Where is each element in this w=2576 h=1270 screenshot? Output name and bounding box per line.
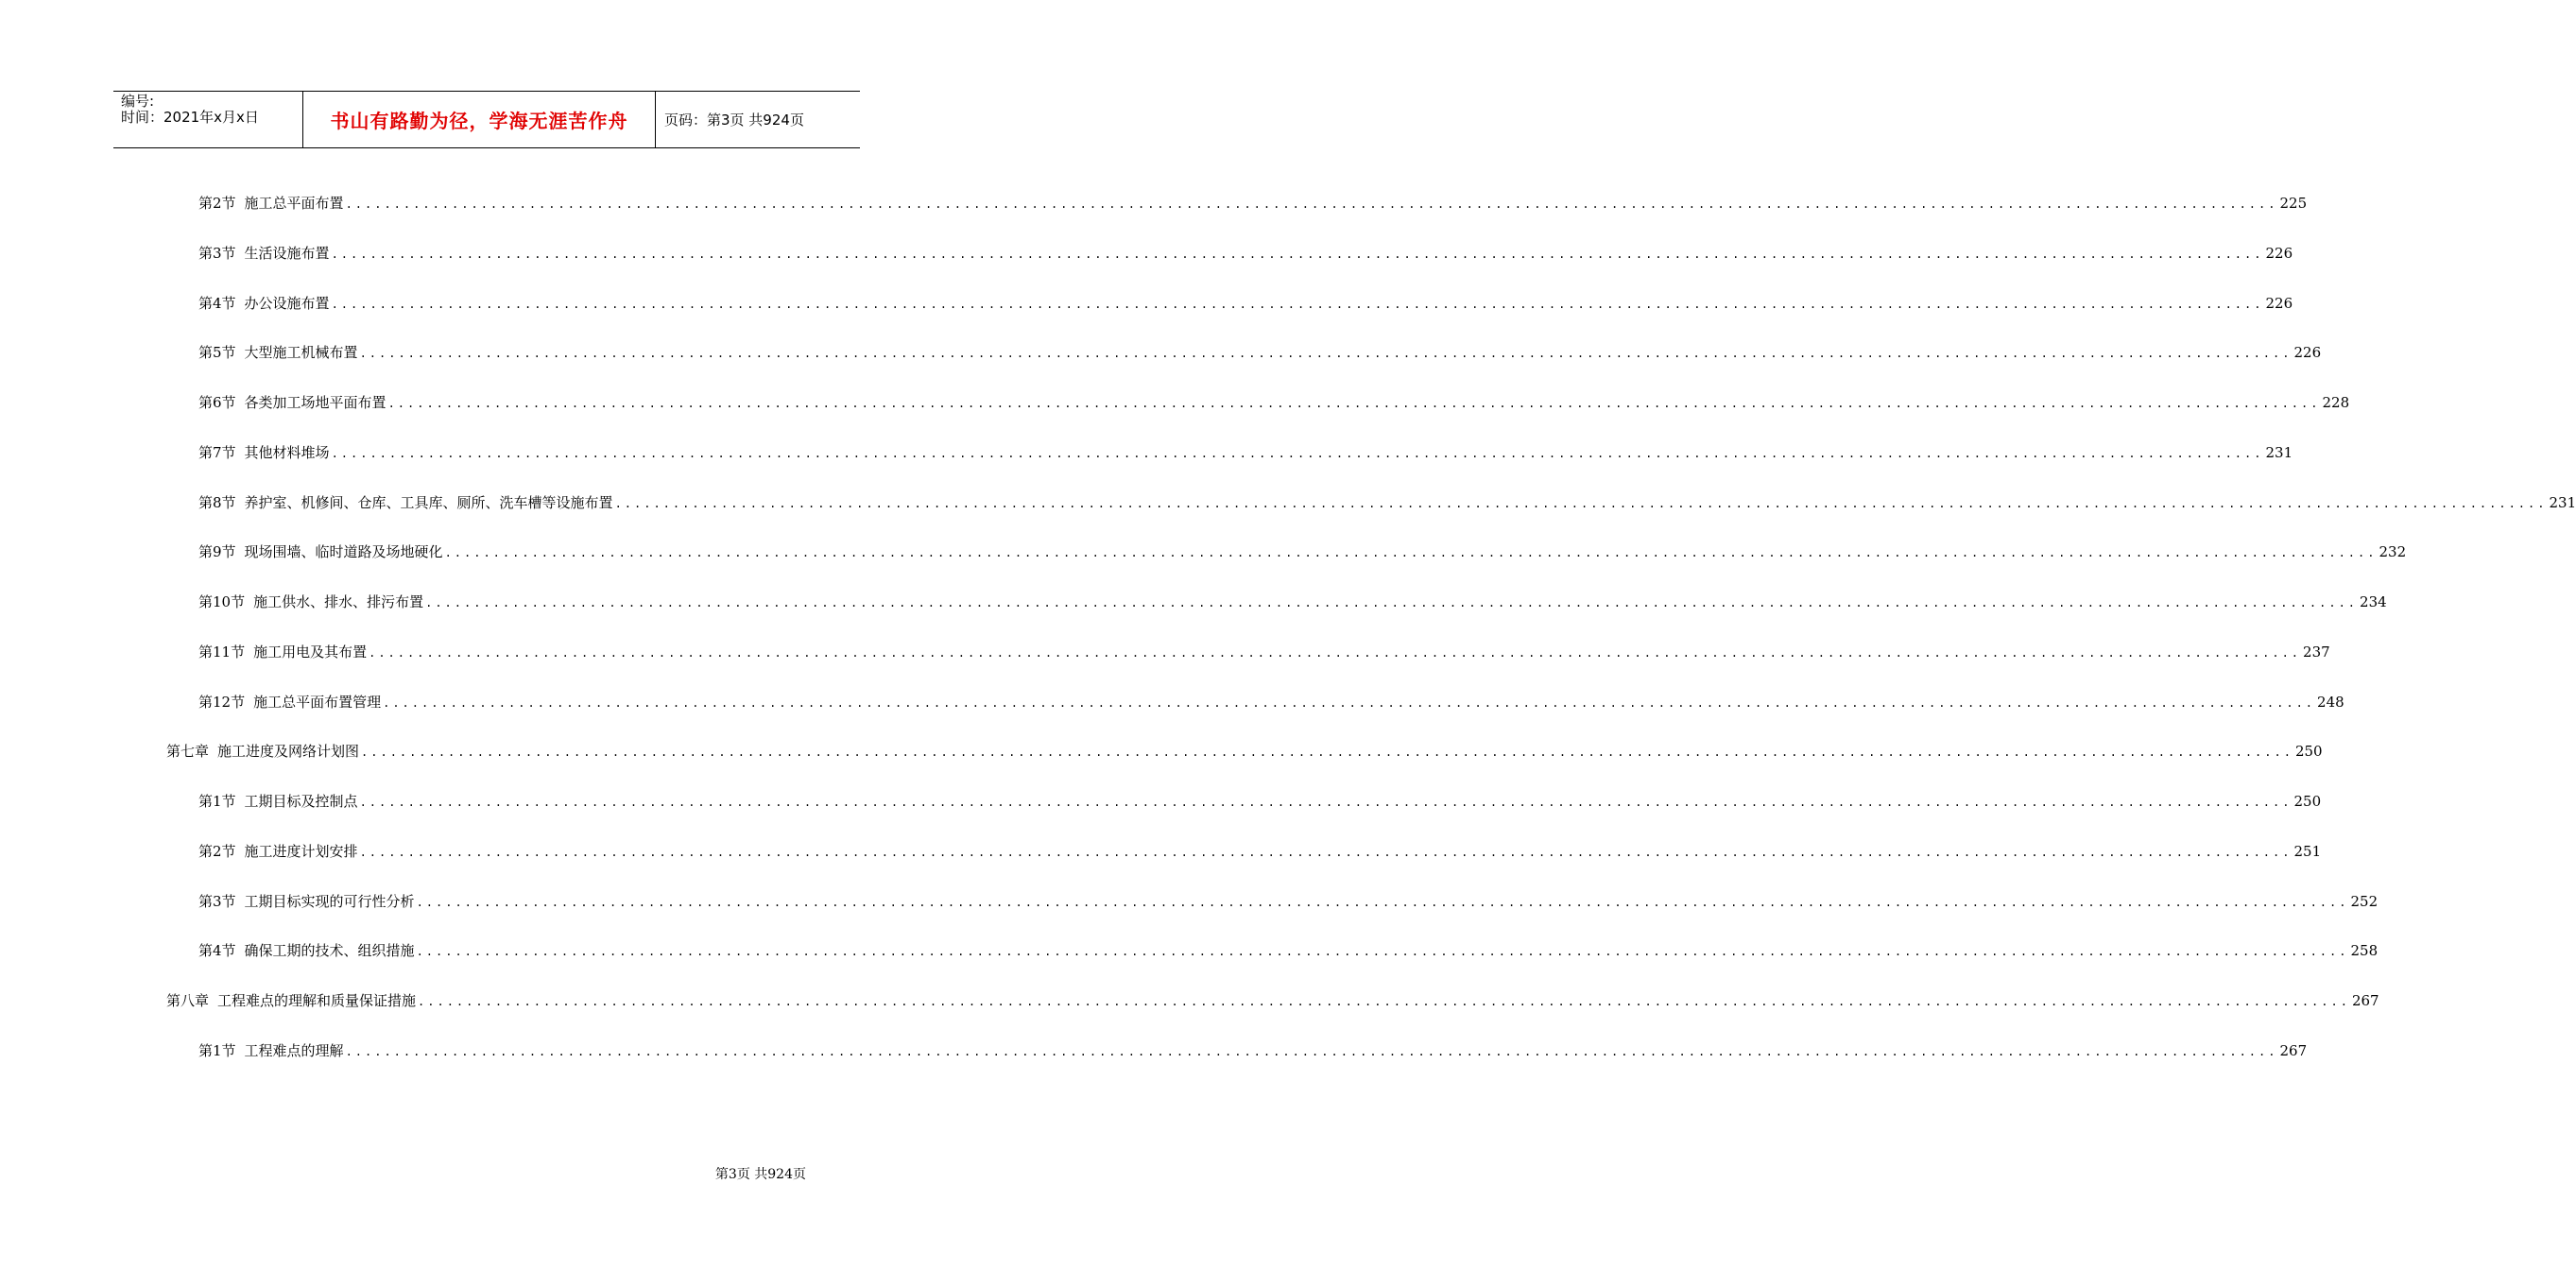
toc-section-entry <box>198 791 2322 810</box>
toc-entry-page: 234 <box>2360 593 2387 610</box>
toc-section-entry <box>198 442 2293 461</box>
toc-dot-leader: ........................................................................................................................................................................................................ <box>345 197 2278 211</box>
toc-chapter-entry <box>166 741 2323 760</box>
toc-section-entry <box>198 541 2407 560</box>
toc-dot-leader: ........................................................................................................................................................................................................ <box>345 1045 2278 1058</box>
toc-section-entry <box>198 193 2308 212</box>
toc-entry-page: 258 <box>2350 942 2379 959</box>
toc-entry-number: 第七章 <box>166 743 210 760</box>
toc-dot-leader: ........................................................................................................................................................................................................ <box>361 746 2293 759</box>
toc-dot-leader: ........................................................................................................................................................................................................ <box>418 995 2350 1008</box>
toc-entry-title: 大型施工机械布置 <box>244 344 358 361</box>
toc-section-entry <box>198 891 2379 910</box>
toc-section-entry <box>198 642 2330 661</box>
toc-entry-title: 施工进度及网络计划图 <box>217 743 360 760</box>
toc-dot-leader: ........................................................................................................................................................................................................ <box>359 347 2293 360</box>
toc-entry-page: 251 <box>2293 843 2322 860</box>
toc-dot-leader: ........................................................................................................................................................................................................ <box>387 397 2321 410</box>
toc-dot-leader: ........................................................................................................................................................................................................ <box>614 497 2548 510</box>
toc-entry-page: 226 <box>2293 344 2322 361</box>
toc-dot-leader: ........................................................................................................................................................................................................ <box>416 945 2349 958</box>
toc-entry-number: 第5节 <box>198 344 236 361</box>
toc-entry-title: 施工总平面布置 <box>244 195 344 212</box>
toc-dot-leader: ........................................................................................................................................................................................................ <box>359 796 2293 809</box>
toc-entry-number: 第3节 <box>198 245 236 262</box>
page-footer <box>715 1164 806 1183</box>
toc-entry-page: 231 <box>2549 494 2576 511</box>
header-page-cell <box>656 92 860 147</box>
toc-dot-leader: ........................................................................................................................................................................................................ <box>416 896 2349 909</box>
toc-entry-number: 第9节 <box>198 543 236 560</box>
toc-entry-number: 第4节 <box>198 942 236 959</box>
toc-entry-page: 226 <box>2265 295 2293 312</box>
toc-chapter-entry <box>166 990 2379 1009</box>
toc-entry-title: 其他材料堆场 <box>244 444 330 461</box>
toc-section-entry <box>198 243 2293 262</box>
toc-entry-page: 225 <box>2279 195 2308 212</box>
toc-entry-title: 养护室、机修间、仓库、工具库、厕所、洗车槽等设施布置 <box>244 494 613 511</box>
toc-section-entry <box>198 1040 2308 1059</box>
toc-section-entry <box>198 492 2576 511</box>
header-motto: 书山有路勤为径，学海无涯苦作舟 <box>330 110 628 132</box>
toc-dot-leader: ........................................................................................................................................................................................................ <box>331 298 2264 311</box>
toc-entry-page: 231 <box>2265 444 2293 461</box>
toc-section-entry <box>198 293 2293 312</box>
toc-section-entry <box>198 692 2344 711</box>
toc-section-entry <box>198 592 2387 610</box>
toc-entry-title: 施工总平面布置管理 <box>253 694 382 711</box>
toc-entry-title: 施工用电及其布置 <box>253 644 368 661</box>
toc-entry-title: 工程难点的理解 <box>244 1042 344 1059</box>
toc-dot-leader: ........................................................................................................................................................................................................ <box>359 846 2293 859</box>
document-header <box>113 91 860 148</box>
toc-entry-number: 第八章 <box>166 992 210 1009</box>
footer-page-number: 第3页 共924页 <box>714 1167 806 1182</box>
toc-entry-number: 第2节 <box>198 195 236 212</box>
toc-dot-leader: ........................................................................................................................................................................................................ <box>383 696 2316 710</box>
toc-entry-page: 267 <box>2351 992 2379 1009</box>
toc-entry-number: 第7节 <box>198 444 236 461</box>
toc-entry-title: 施工进度计划安排 <box>244 843 358 860</box>
toc-entry-page: 232 <box>2379 543 2407 560</box>
toc-entry-number: 第6节 <box>198 394 236 411</box>
toc-section-entry <box>198 342 2322 361</box>
header-motto-cell <box>303 92 656 147</box>
toc-entry-title: 生活设施布置 <box>244 245 330 262</box>
toc-entry-page: 252 <box>2350 893 2379 910</box>
toc-entry-title: 工期目标实现的可行性分析 <box>244 893 415 910</box>
toc-entry-number: 第1节 <box>198 793 236 810</box>
toc-entry-title: 工程难点的理解和质量保证措施 <box>217 992 417 1009</box>
toc-entry-title: 办公设施布置 <box>244 295 330 312</box>
toc-section-entry <box>198 841 2322 860</box>
toc-entry-number: 第8节 <box>198 494 236 511</box>
toc-entry-number: 第11节 <box>198 644 246 661</box>
toc-section-entry <box>198 392 2350 411</box>
toc-entry-page: 250 <box>2294 743 2323 760</box>
toc-dot-leader: ........................................................................................................................................................................................................ <box>331 248 2264 261</box>
toc-dot-leader: ........................................................................................................................................................................................................ <box>425 596 2359 609</box>
header-page-label: 页码：第3页 共924页 <box>664 112 804 129</box>
toc-entry-title: 施工供水、排水、排污布置 <box>253 593 424 610</box>
toc-entry-title: 确保工期的技术、组织措施 <box>244 942 415 959</box>
toc-entry-page: 267 <box>2279 1042 2308 1059</box>
toc-entry-page: 228 <box>2322 394 2350 411</box>
toc-entry-number: 第3节 <box>198 893 236 910</box>
toc-dot-leader: ........................................................................................................................................................................................................ <box>331 447 2264 460</box>
header-meta <box>113 92 303 147</box>
toc-section-entry <box>198 940 2379 959</box>
toc-entry-number: 第2节 <box>198 843 236 860</box>
toc-entry-title: 各类加工场地平面布置 <box>244 394 386 411</box>
toc-entry-page: 250 <box>2293 793 2322 810</box>
toc-dot-leader: ........................................................................................................................................................................................................ <box>444 546 2378 559</box>
toc-entry-title: 工期目标及控制点 <box>244 793 358 810</box>
document-time-label: 时间：2021年x月x日 <box>121 109 259 126</box>
toc-entry-number: 第10节 <box>198 593 246 610</box>
toc-entry-page: 248 <box>2317 694 2344 711</box>
toc-entry-number: 第4节 <box>198 295 236 312</box>
document-number-label: 编号: <box>121 93 155 110</box>
toc-entry-number: 第12节 <box>198 694 246 711</box>
toc-entry-page: 237 <box>2303 644 2330 661</box>
toc-entry-title: 现场围墙、临时道路及场地硬化 <box>244 543 443 560</box>
toc-dot-leader: ........................................................................................................................................................................................................ <box>369 646 2302 660</box>
toc-entry-page: 226 <box>2265 245 2293 262</box>
toc-entry-number: 第1节 <box>198 1042 236 1059</box>
